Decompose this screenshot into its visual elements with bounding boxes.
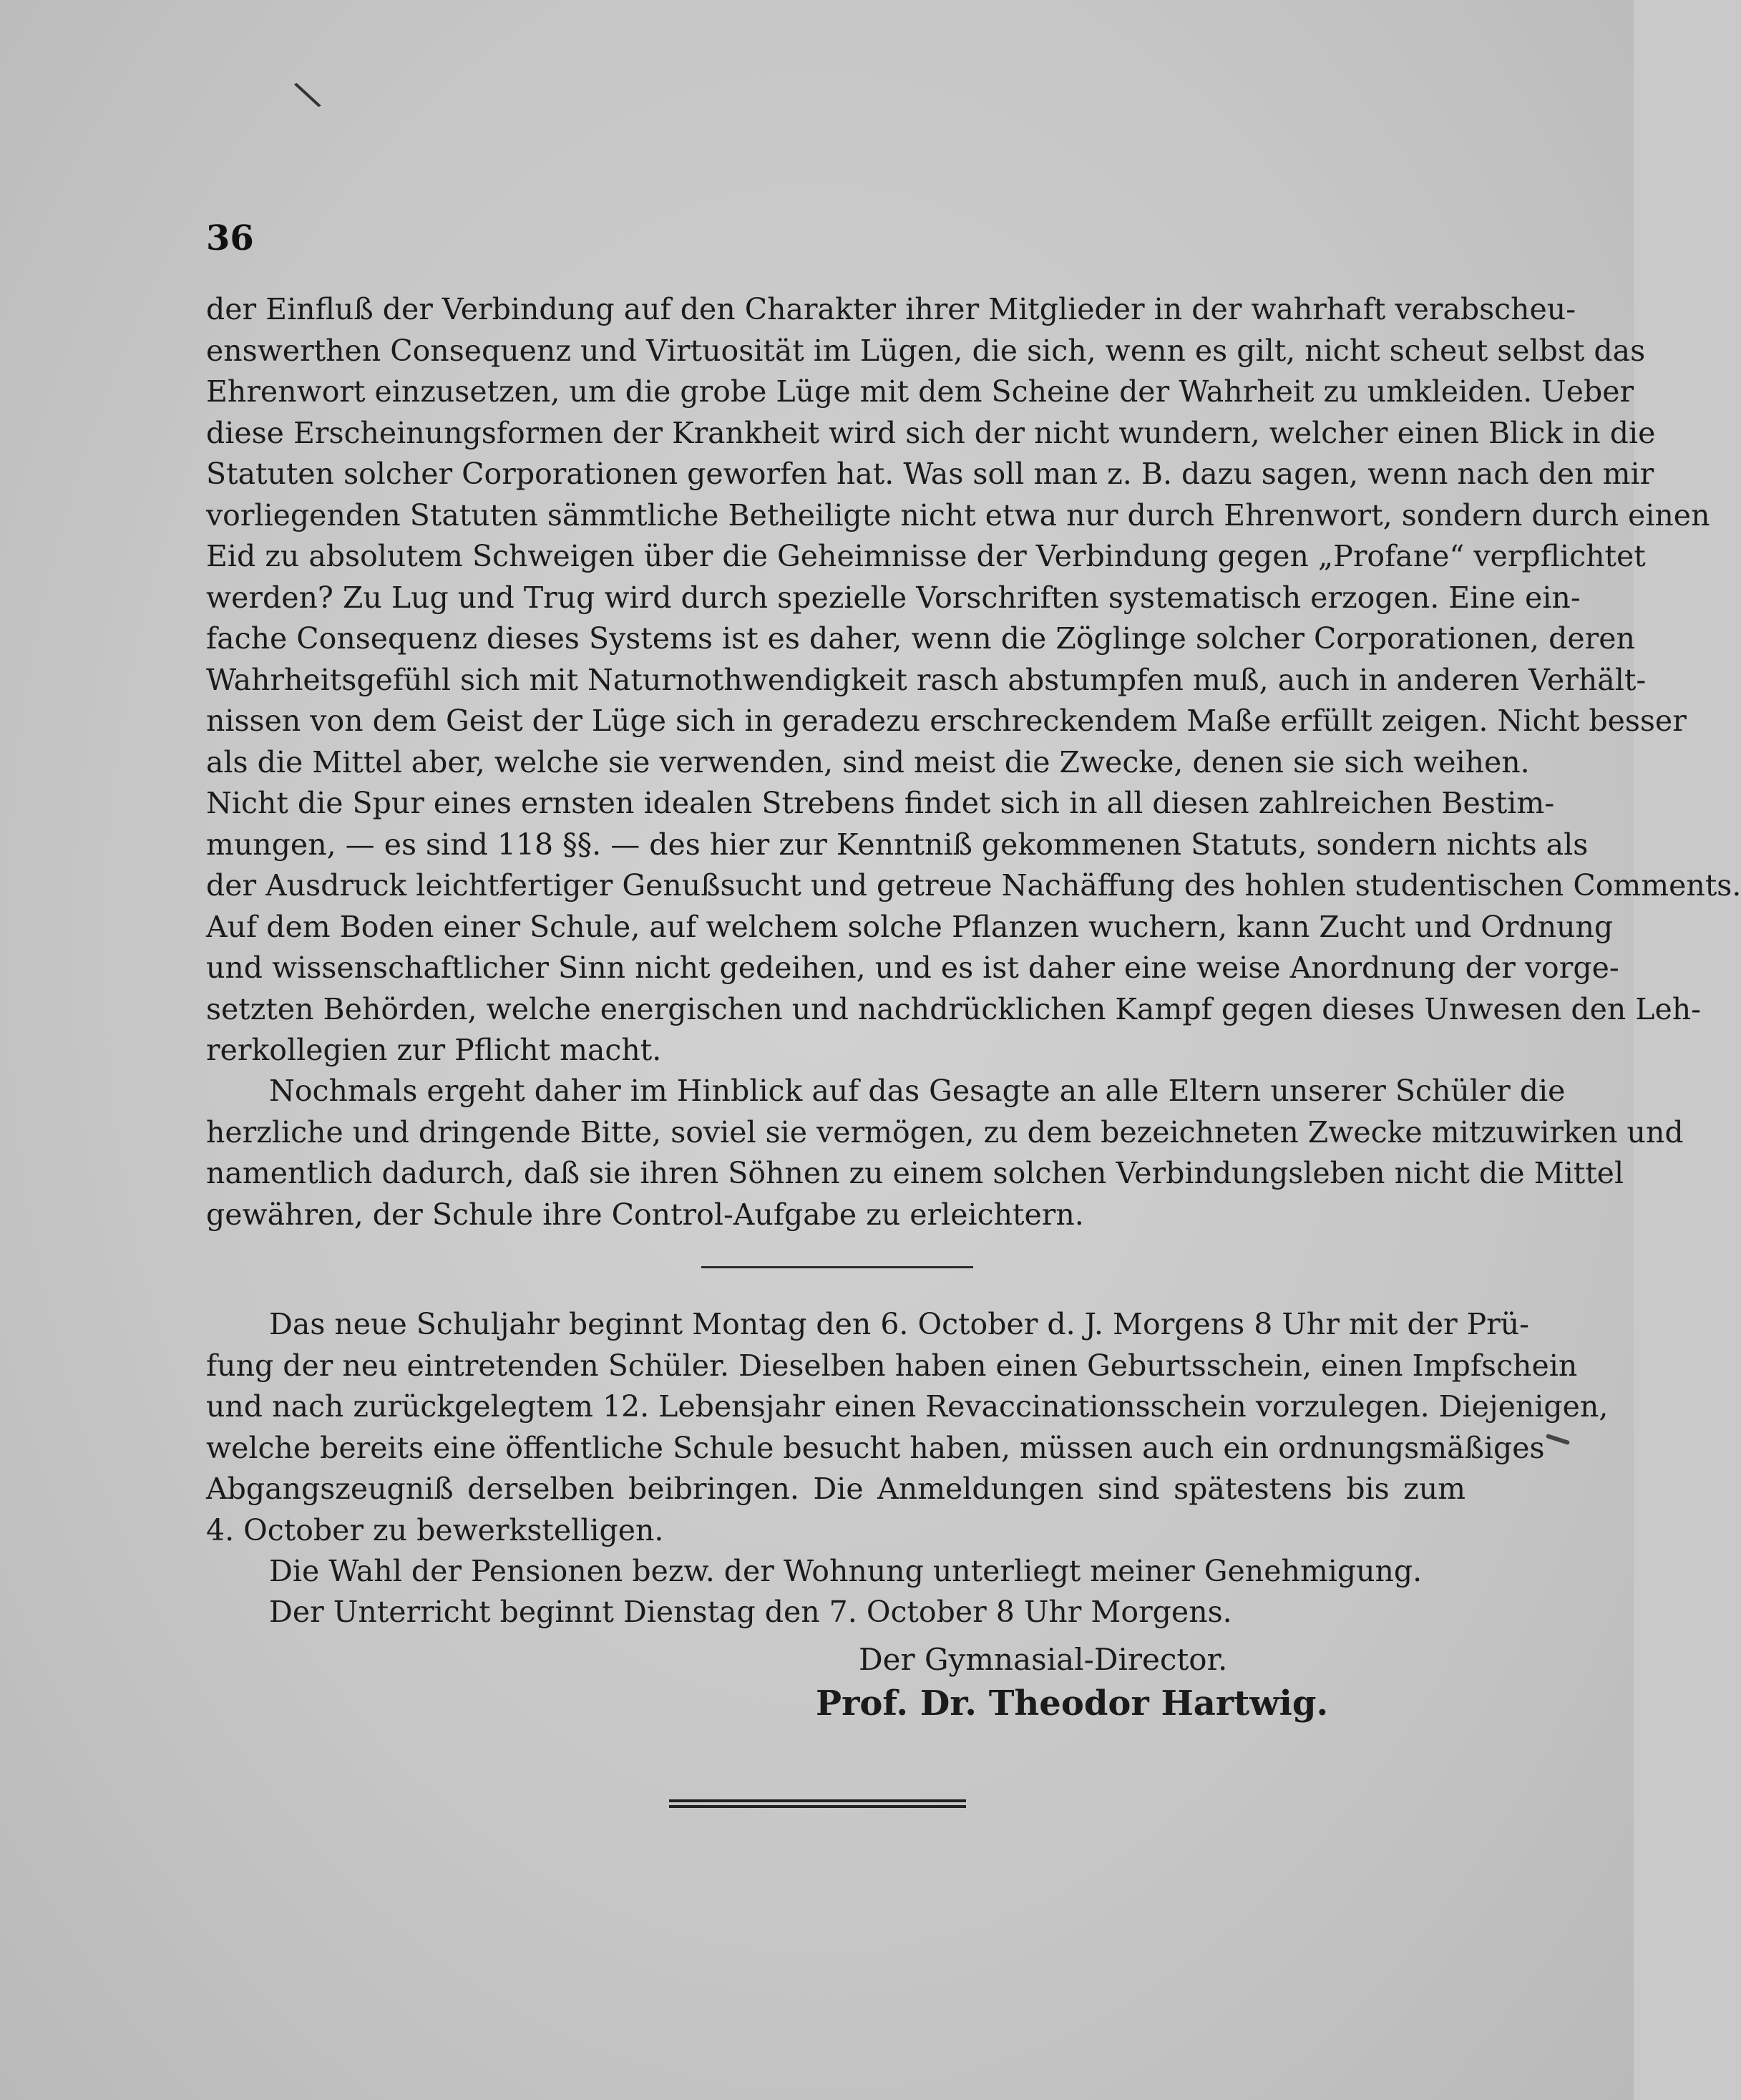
text-line: der Einfluß der Verbindung auf den Charakter ihrer Mitglieder in der wahrhaft verabscheu- (206, 292, 1576, 326)
section-divider (701, 1266, 973, 1268)
text-line: gewähren, der Schule ihre Control-Aufgabe zu erleichtern. (206, 1197, 1084, 1232)
text-line: und wissenschaftlicher Sinn nicht gedeihen, und es ist daher eine weise Anordnung der vorge- (206, 951, 1619, 985)
text-line: Der Unterricht beginnt Dienstag den 7. October 8 Uhr Morgens. (269, 1595, 1232, 1629)
text-line: Nochmals ergeht daher im Hinblick auf das Gesagte an alle Eltern unserer Schüler die (269, 1074, 1566, 1108)
text-line: rerkollegien zur Pflicht macht. (206, 1033, 662, 1067)
paragraph-3 (206, 1304, 1609, 1551)
signature-name: Prof. Dr. Theodor Hartwig. (816, 1683, 1329, 1724)
text-line: fung der neu eintretenden Schüler. Dieselben haben einen Geburtsschein, einen Impfschein (206, 1348, 1578, 1383)
text-line: und nach zurückgelegtem 12. Lebensjahr einen Revaccinationsschein vorzulegen. Diejenigen, (206, 1389, 1609, 1424)
text-line: als die Mittel aber, welche sie verwenden, sind meist die Zwecke, denen sie sich weihen. (206, 744, 1530, 779)
text-line: der Ausdruck leichtfertiger Genußsucht und getreue Nachäffung des hohlen studentischen Comments. (206, 868, 1741, 903)
text-line: werden? Zu Lug und Trug wird durch spezielle Vorschriften systematisch erzogen. Eine ein- (206, 580, 1581, 615)
text-line: vorliegenden Statuten sämmtliche Betheiligte nicht etwa nur durch Ehrenwort, sondern durch einen (206, 497, 1710, 533)
signature-title: Der Gymnasial-Director. (859, 1642, 1228, 1677)
page-number: 36 (206, 218, 254, 258)
margin-tick-mark: \ (290, 71, 324, 117)
text-line: Das neue Schuljahr beginnt Montag den 6. October d. J. Morgens 8 Uhr mit der Prü- (269, 1307, 1530, 1341)
text-line: nissen von dem Geist der Lüge sich in geradezu erschreckendem Maße erfüllt zeigen. Nicht besser (206, 704, 1687, 738)
text-line: diese Erscheinungsformen der Krankheit wird sich der nicht wundern, welcher einen Blick in die (206, 415, 1656, 450)
closing-double-rule (669, 1799, 966, 1808)
paragraph-1 (206, 289, 1741, 1071)
text-line: mungen, — es sind 118 §§. — des hier zur Kenntniß gekommenen Statuts, sondern nichts als (206, 827, 1589, 862)
text-line: Abgangszeugniß derselben beibringen. Die Anmeldungen sind spätestens bis zum (206, 1472, 1466, 1506)
text-line: Auf dem Boden einer Schule, auf welchem solche Pflanzen wuchern, kann Zucht und Ordnung (206, 909, 1614, 944)
paragraph-2 (206, 1071, 1684, 1235)
margin-ink-mark (1546, 1434, 1570, 1445)
text-line: Statuten solcher Corporationen geworfen hat. Was soll man z. B. dazu sagen, wenn nach den mir (206, 457, 1654, 491)
text-line: 4. October zu bewerkstelligen. (206, 1512, 664, 1547)
text-line: setzten Behörden, welche energischen und nachdrücklichen Kampf gegen dieses Unwesen den Leh- (206, 991, 1702, 1026)
text-line: enswerthen Consequenz und Virtuosität im Lügen, die sich, wenn es gilt, nicht scheut selbst das (206, 333, 1646, 368)
text-line: Wahrheitsgefühl sich mit Naturnothwendigkeit rasch abstumpfen muß, auch in anderen Verhält- (206, 662, 1647, 697)
text-line: Eid zu absolutem Schweigen über die Geheimnisse der Verbindung gegen „Profane“ verpflichtet (206, 539, 1646, 573)
paragraph-4 (206, 1551, 1466, 1593)
text-line: namentlich dadurch, daß sie ihren Söhnen zu einem solchen Verbindungsleben nicht die Mittel (206, 1156, 1624, 1190)
paragraph-5 (206, 1592, 1466, 1633)
text-line: fache Consequenz dieses Systems ist es daher, wenn die Zöglinge solcher Corporationen, deren (206, 621, 1635, 656)
text-line: Ehrenwort einzusetzen, um die grobe Lüge mit dem Scheine der Wahrheit zu umkleiden. Ueber (206, 374, 1634, 409)
text-line: Die Wahl der Pensionen bezw. der Wohnung unterliegt meiner Genehmigung. (269, 1554, 1423, 1588)
text-line: welche bereits eine öffentliche Schule besucht haben, müssen auch ein ordnungsmäßiges (206, 1430, 1545, 1465)
text-line: herzliche und dringende Bitte, soviel sie vermögen, zu dem bezeichneten Zwecke mitzuwirken und (206, 1114, 1684, 1149)
text-line: Nicht die Spur eines ernsten idealen Strebens findet sich in all diesen zahlreichen Bestim- (206, 786, 1555, 820)
